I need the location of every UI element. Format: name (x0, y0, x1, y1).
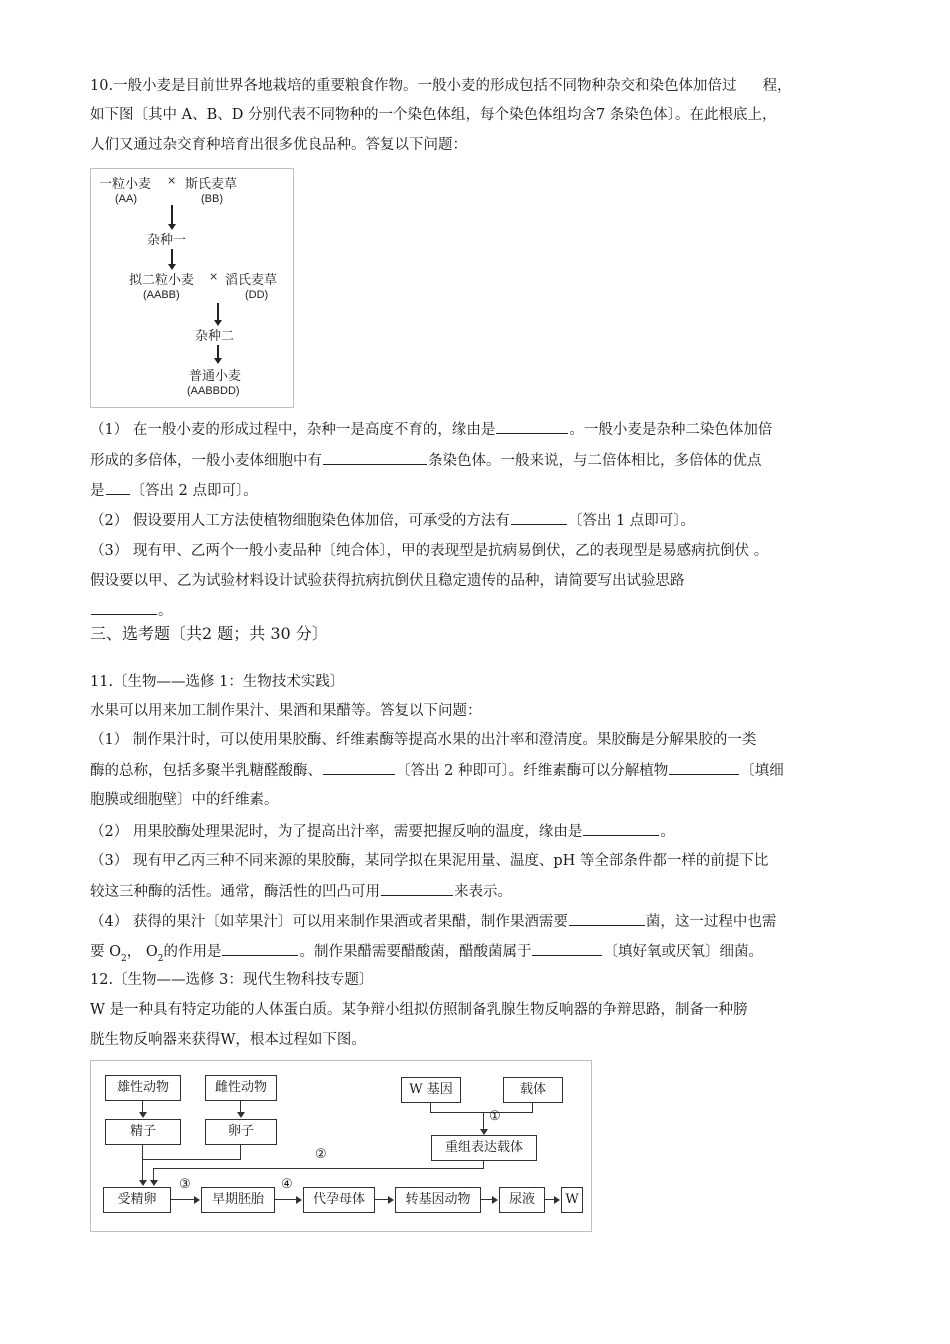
species-common-wheat: 普通小麦 (189, 369, 242, 384)
q10-intro-line1 (90, 76, 792, 96)
box-egg: 卵子 (205, 1119, 277, 1145)
bioreactor-flowchart (90, 1060, 592, 1232)
connector (142, 1159, 241, 1160)
q12-title: 12.〔生物——选修 3：现代生物科技专题〕 (90, 972, 374, 988)
species-goatgrass-d: 滔氏麦草 (225, 273, 278, 288)
arrowhead (150, 1180, 158, 1186)
q11-part4-text-g: 〔填好氧或厌氧〕细菌。 (603, 944, 763, 960)
connector (375, 1199, 389, 1200)
arrowhead (139, 1180, 147, 1186)
section-heading: 三、选考题〔共2 题；共 30 分〕 (90, 624, 328, 643)
answer-blank[interactable] (91, 600, 157, 615)
q11-part1-line2 (90, 760, 784, 781)
genome-aabbdd: (AABBDD) (187, 385, 240, 397)
box-zygote: 受精卵 (103, 1187, 171, 1213)
box-surrogate-mother: 代孕母体 (303, 1187, 375, 1213)
genome-bb: (BB) (201, 193, 223, 205)
answer-blank[interactable] (532, 941, 602, 956)
step-4-label: ④ (281, 1177, 293, 1192)
q11-part3-text-c: 来表示。 (454, 884, 512, 900)
genome-aabb: (AABB) (143, 289, 180, 301)
q12-intro-line2: 胱生物反响器来获得W，根本过程如下图。 (90, 1032, 366, 1048)
q11-intro: 水果可以用来加工制作果汁、果酒和果醋等。答复以下问题： (90, 703, 482, 719)
hybrid-one: 杂种一 (147, 233, 187, 248)
q10-part2 (90, 510, 695, 531)
q10-part1-text-d: 条染色体。一般来说，与二倍体相比，多倍体的优点 (428, 453, 762, 469)
q10-part3-text-c: 。 (158, 603, 173, 619)
answer-blank[interactable] (569, 911, 645, 926)
q11-part4-text-c: 要 O (90, 944, 121, 960)
q10-part3-line2: 假设要以甲、乙为试验材料设计试验获得抗病抗倒伏且稳定遗传的品种，请简要写出试验思路 (90, 573, 685, 589)
q10-part1-text-c: 形成的多倍体，一般小麦体细胞中有 (90, 453, 322, 469)
arrowhead (237, 1112, 245, 1118)
connector (275, 1199, 297, 1200)
box-female-animal: 雌性动物 (205, 1075, 277, 1101)
subscript: 2 (157, 954, 164, 964)
connector (153, 1168, 484, 1169)
q11-part1-line3: 胞膜或细胞壁〕中的纤维素。 (90, 792, 279, 808)
box-transgenic-animal: 转基因动物 (395, 1187, 481, 1213)
arrowhead (554, 1196, 560, 1204)
box-w-gene: W 基因 (401, 1077, 461, 1103)
answer-blank[interactable] (106, 480, 130, 495)
box-urine: 尿液 (499, 1187, 545, 1213)
connector (240, 1145, 241, 1159)
box-male-animal: 雄性动物 (105, 1075, 181, 1101)
cross-symbol: × (167, 174, 177, 187)
q10-part1-line1 (90, 419, 772, 440)
q10-part1-line3 (90, 480, 258, 501)
box-vector: 载体 (503, 1077, 563, 1103)
subscript: 2 (121, 954, 127, 964)
arrowhead (388, 1196, 394, 1204)
arrowhead (139, 1112, 147, 1118)
arrowhead (194, 1196, 200, 1204)
q11-part3-line1: （3） 现有甲乙丙三种不同来源的果胶酶，某同学拟在果泥用量、温度、pH 等全部条件都一样的前提下比 (90, 853, 769, 869)
box-sperm: 精子 (105, 1119, 181, 1145)
q11-part4-line1 (90, 911, 776, 932)
q11-part2-text-b: 。 (660, 824, 675, 840)
answer-blank[interactable] (669, 760, 739, 775)
answer-blank[interactable] (323, 760, 395, 775)
q11-part3-text-b: 较这三种酶的活性。通常，酶活性的凹凸可用 (90, 884, 380, 900)
q11-part4-text-b: 菌，这一过程中也需 (645, 914, 777, 930)
arrow-down-4 (217, 345, 219, 359)
species-einkorn: 一粒小麦 (99, 177, 152, 192)
arrow-down-1 (171, 205, 173, 225)
answer-blank[interactable] (583, 821, 659, 836)
step-1-label: ① (489, 1109, 501, 1124)
q11-part1-text-b: 酶的总称，包括多聚半乳糖醛酸酶、 (90, 763, 322, 779)
q10-intro-line2: 如下图〔其中 A、B、D 分别代表不同物种的一个染色体组，每个染色体组均含7 条染色体〕。在此根底上， (90, 107, 777, 123)
answer-blank[interactable] (222, 941, 298, 956)
wheat-formation-diagram (90, 168, 294, 408)
box-early-embryo: 早期胚胎 (201, 1187, 275, 1213)
species-emmer: 拟二粒小麦 (129, 273, 195, 288)
q10-intro-line3: 人们又通过杂交育种培育出很多优良品种。答复以下问题： (90, 137, 467, 153)
q10-part1-text-f: 〔答出 2 点即可〕。 (130, 483, 258, 499)
q11-part2-text-a: （2） 用果胶酶处理果泥时，为了提高出汁率，需要把握反响的温度，缘由是 (90, 824, 583, 840)
q10-part2-text-a: （2） 假设要用人工方法使植物细胞染色体加倍，可承受的方法有 (90, 513, 510, 529)
q10-part3-line3 (90, 600, 173, 621)
q10-part1-text-b: 。一般小麦是杂种二染色体加倍 (569, 422, 773, 438)
q11-part1-text-d: 〔填细 (740, 763, 784, 779)
connector (483, 1112, 484, 1130)
q11-part2 (90, 821, 675, 842)
q11-part4-text-d: ， O (126, 944, 158, 960)
q11-part1-line1: （1） 制作果汁时，可以使用果胶酶、纤维素酶等提高水果的出汁率和澄清度。果胶酶是分解果胶的一类 (90, 732, 757, 748)
q10-intro-text-a: 10.一般小麦是目前世界各地栽培的重要粮食作物。一般小麦的形成包括不同物种杂交和染色体加倍过 (90, 78, 737, 94)
connector (171, 1199, 195, 1200)
q10-part3-line1: （3） 现有甲、乙两个一般小麦品种〔纯合体〕，甲的表现型是抗病易倒伏，乙的表现型是易感病抗倒伏 。 (90, 543, 769, 559)
box-w-protein: W (561, 1187, 583, 1213)
step-2-label: ② (315, 1147, 327, 1162)
answer-blank[interactable] (496, 419, 568, 434)
q11-part4-text-a: （4） 获得的果汁〔如苹果汁〕可以用来制作果酒或者果醋，制作果酒需要 (90, 914, 568, 930)
arrow-down-2 (171, 249, 173, 265)
q10-part1-text-a: （1） 在一般小麦的形成过程中，杂种一是高度不育的，缘由是 (90, 422, 496, 438)
species-goatgrass-b: 斯氏麦草 (185, 177, 238, 192)
q11-part4-text-f: 。制作果醋需要醋酸菌，醋酸菌属于 (299, 944, 532, 960)
q11-part1-text-c: 〔答出 2 种即可〕。纤维素酶可以分解植物 (396, 763, 669, 779)
arrow-down-3 (217, 303, 219, 321)
answer-blank[interactable] (323, 450, 427, 465)
q10-part1-line2 (90, 450, 762, 471)
box-recombinant-vector: 重组表达载体 (431, 1135, 537, 1161)
q10-part2-text-b: 〔答出 1 点即可〕。 (567, 513, 696, 529)
connector (430, 1112, 533, 1113)
genome-dd: (DD) (245, 289, 269, 301)
arrowhead (296, 1196, 302, 1204)
arrowhead (492, 1196, 498, 1204)
q12-intro-line1: W 是一种具有特定功能的人体蛋白质。某争辩小组拟仿照制备乳腺生物反响器的争辩思路，制备一种膀 (90, 1002, 748, 1018)
step-3-label: ③ (179, 1177, 191, 1192)
answer-blank[interactable] (381, 881, 453, 896)
hybrid-two: 杂种二 (195, 329, 235, 344)
q11-part3-line2 (90, 881, 512, 902)
answer-blank[interactable] (511, 510, 567, 525)
q10-intro-text-b: 程， (762, 78, 792, 94)
q11-part4-line2 (90, 941, 763, 969)
connector (142, 1145, 143, 1181)
q11-title: 11.〔生物——选修 1：生物技术实践〕 (90, 674, 345, 690)
q10-part1-text-e: 是 (90, 483, 105, 499)
genome-aa: (AA) (115, 193, 137, 205)
q11-part4-text-e: 的作用是 (163, 944, 222, 960)
cross-symbol-2: × (209, 270, 219, 283)
